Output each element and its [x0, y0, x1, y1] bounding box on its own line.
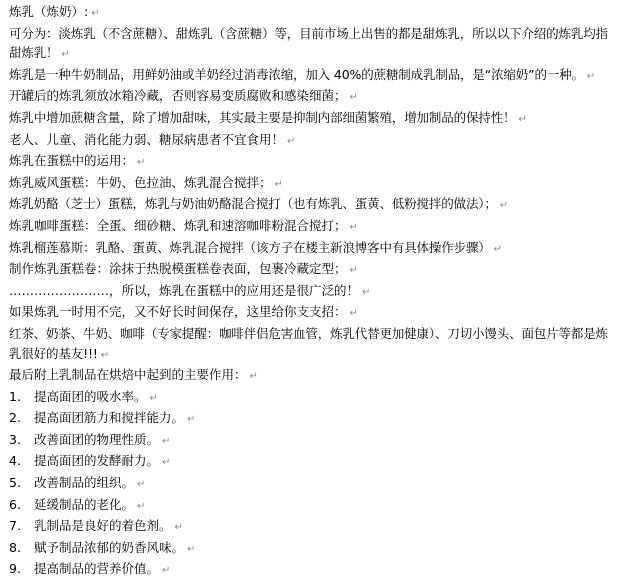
- list-number: 6.: [9, 496, 21, 512]
- paragraph-mark-icon: ↵: [287, 135, 296, 147]
- numbered-list: [9, 387, 615, 581]
- paragraph-mark-icon: ↵: [162, 565, 171, 577]
- doc-line: 炼乳（炼奶）: ↵: [9, 4, 100, 19]
- doc-line: 开罐后的炼乳须放冰箱冷藏，否则容易变质腐败和感染细菌； ↵: [9, 88, 358, 104]
- doc-line: 炼乳奶酪（芝士）蛋糕，炼乳与奶油奶酪混合搅打（也有炼乳、蛋黄、低粉搅拌的做法）； ↵: [9, 196, 508, 212]
- list-number: 4.: [9, 453, 21, 469]
- paragraph-mark-icon: ↵: [137, 500, 146, 512]
- paragraph-mark-icon: ↵: [493, 243, 502, 255]
- doc-line: 炼乳是一种牛奶制品，用鲜奶油或羊奶经过消毒浓缩，加入 40%的蔗糖制成乳制品，是“浓缩奶”的一种。 ↵: [9, 66, 596, 82]
- doc-line: ……………………，所以，炼乳在蛋糕中的应用还是很广泛的！ ↵: [9, 282, 371, 298]
- paragraph-mark-icon: ↵: [137, 479, 146, 491]
- list-item-text: 提高面团的吸水率。: [34, 388, 147, 404]
- list-item: [9, 516, 615, 538]
- list-item-text: 赋予制品浓郁的奶香风味。: [34, 539, 185, 555]
- paragraph-mark-icon: ↵: [349, 308, 358, 320]
- paragraph-mark-icon: ↵: [162, 457, 171, 469]
- doc-line: 红茶、奶茶、牛奶、咖啡（专家提醒：咖啡伴侣危害血管，炼乳代替更加健康）、刀切小馒头、面包片等都是炼乳很好的基友!!! ↵: [9, 325, 608, 361]
- list-item-text: 改善面团的物理性质。: [34, 431, 160, 447]
- list-item: [9, 559, 615, 581]
- list-item: [9, 408, 615, 430]
- doc-line: 炼乳榴莲慕斯：乳酪、蛋黄、炼乳混合搅拌（该方子在楼主新浪博客中有具体操作步骤） ↵: [9, 239, 502, 255]
- paragraph-mark-icon: ↵: [349, 92, 358, 104]
- doc-line: 炼乳咖啡蛋糕：全蛋、细砂糖、炼乳和速溶咖啡粉混合搅打； ↵: [9, 217, 358, 233]
- paragraph-mark-icon: ↵: [149, 392, 158, 404]
- paragraph-mark-icon: ↵: [187, 543, 196, 555]
- paragraph-mark-icon: ↵: [137, 157, 146, 169]
- paragraph-mark-icon: ↵: [100, 349, 109, 361]
- doc-line: 炼乳威风蛋糕：牛奶、色拉油、炼乳混合搅拌； ↵: [9, 174, 283, 190]
- list-number: 5.: [9, 475, 21, 491]
- list-number: 3.: [9, 431, 21, 447]
- doc-line: 如果炼乳一时用不完，又不好长时间保存，这里给你支支招： ↵: [9, 304, 358, 320]
- paragraph-mark-icon: ↵: [586, 70, 596, 82]
- list-number: 8.: [9, 539, 21, 555]
- paragraph-mark-icon: ↵: [499, 200, 508, 212]
- paragraph-mark-icon: ↵: [362, 286, 371, 298]
- list-item-text: 提高面团筋力和搅拌能力。: [34, 410, 185, 426]
- paragraph-mark-icon: ↵: [61, 49, 70, 61]
- list-item-text: 提高制品的营养价值。: [34, 561, 160, 577]
- doc-line: 炼乳中增加蔗糖含量，除了增加甜味，其实最主要是抑制内部细菌繁殖，增加制品的保持性！ ↵: [9, 109, 527, 125]
- list-item-text: 改善制品的组织。: [34, 475, 135, 491]
- doc-line: 老人、儿童、消化能力弱、糖尿病患者不宜食用！ ↵: [9, 131, 296, 147]
- doc-line: 可分为：淡炼乳（不含蔗糖）、甜炼乳（含蔗糖）等，目前市场上出售的都是甜炼乳，所以以下介绍的炼乳均指甜炼乳！ ↵: [9, 25, 608, 61]
- list-item: [9, 538, 615, 560]
- list-number: 9.: [9, 561, 21, 577]
- list-item-text: 乳制品是良好的着色剂。: [34, 518, 172, 534]
- paragraph-mark-icon: ↵: [249, 371, 258, 383]
- list-number: 2.: [9, 410, 21, 426]
- list-item: [9, 451, 615, 473]
- list-item-text: 延缓制品的老化。: [34, 496, 135, 512]
- list-item: [9, 430, 615, 452]
- list-item: [9, 495, 615, 517]
- doc-line: 制作炼乳蛋糕卷：涂抹于热脱模蛋糕卷表面，包裹冷藏定型； ↵: [9, 261, 358, 277]
- doc-line: 最后附上乳制品在烘焙中起到的主要作用： ↵: [9, 367, 258, 383]
- paragraph-mark-icon: ↵: [349, 221, 358, 233]
- list-number: 7.: [9, 518, 21, 534]
- list-item: [9, 387, 615, 409]
- paragraph-mark-icon: ↵: [274, 178, 283, 190]
- paragraph-mark-icon: ↵: [162, 435, 171, 447]
- paragraph-mark-icon: ↵: [349, 265, 358, 277]
- paragraph-mark-icon: ↵: [174, 522, 183, 534]
- paragraph-mark-icon: ↵: [518, 113, 527, 125]
- list-item-text: 提高面团的发酵耐力。: [34, 453, 160, 469]
- list-item: [9, 473, 615, 495]
- paragraph-mark-icon: ↵: [187, 414, 196, 426]
- list-number: 1.: [9, 388, 21, 404]
- doc-line: 炼乳在蛋糕中的运用： ↵: [9, 153, 146, 169]
- paragraph-mark-icon: ↵: [91, 8, 100, 19]
